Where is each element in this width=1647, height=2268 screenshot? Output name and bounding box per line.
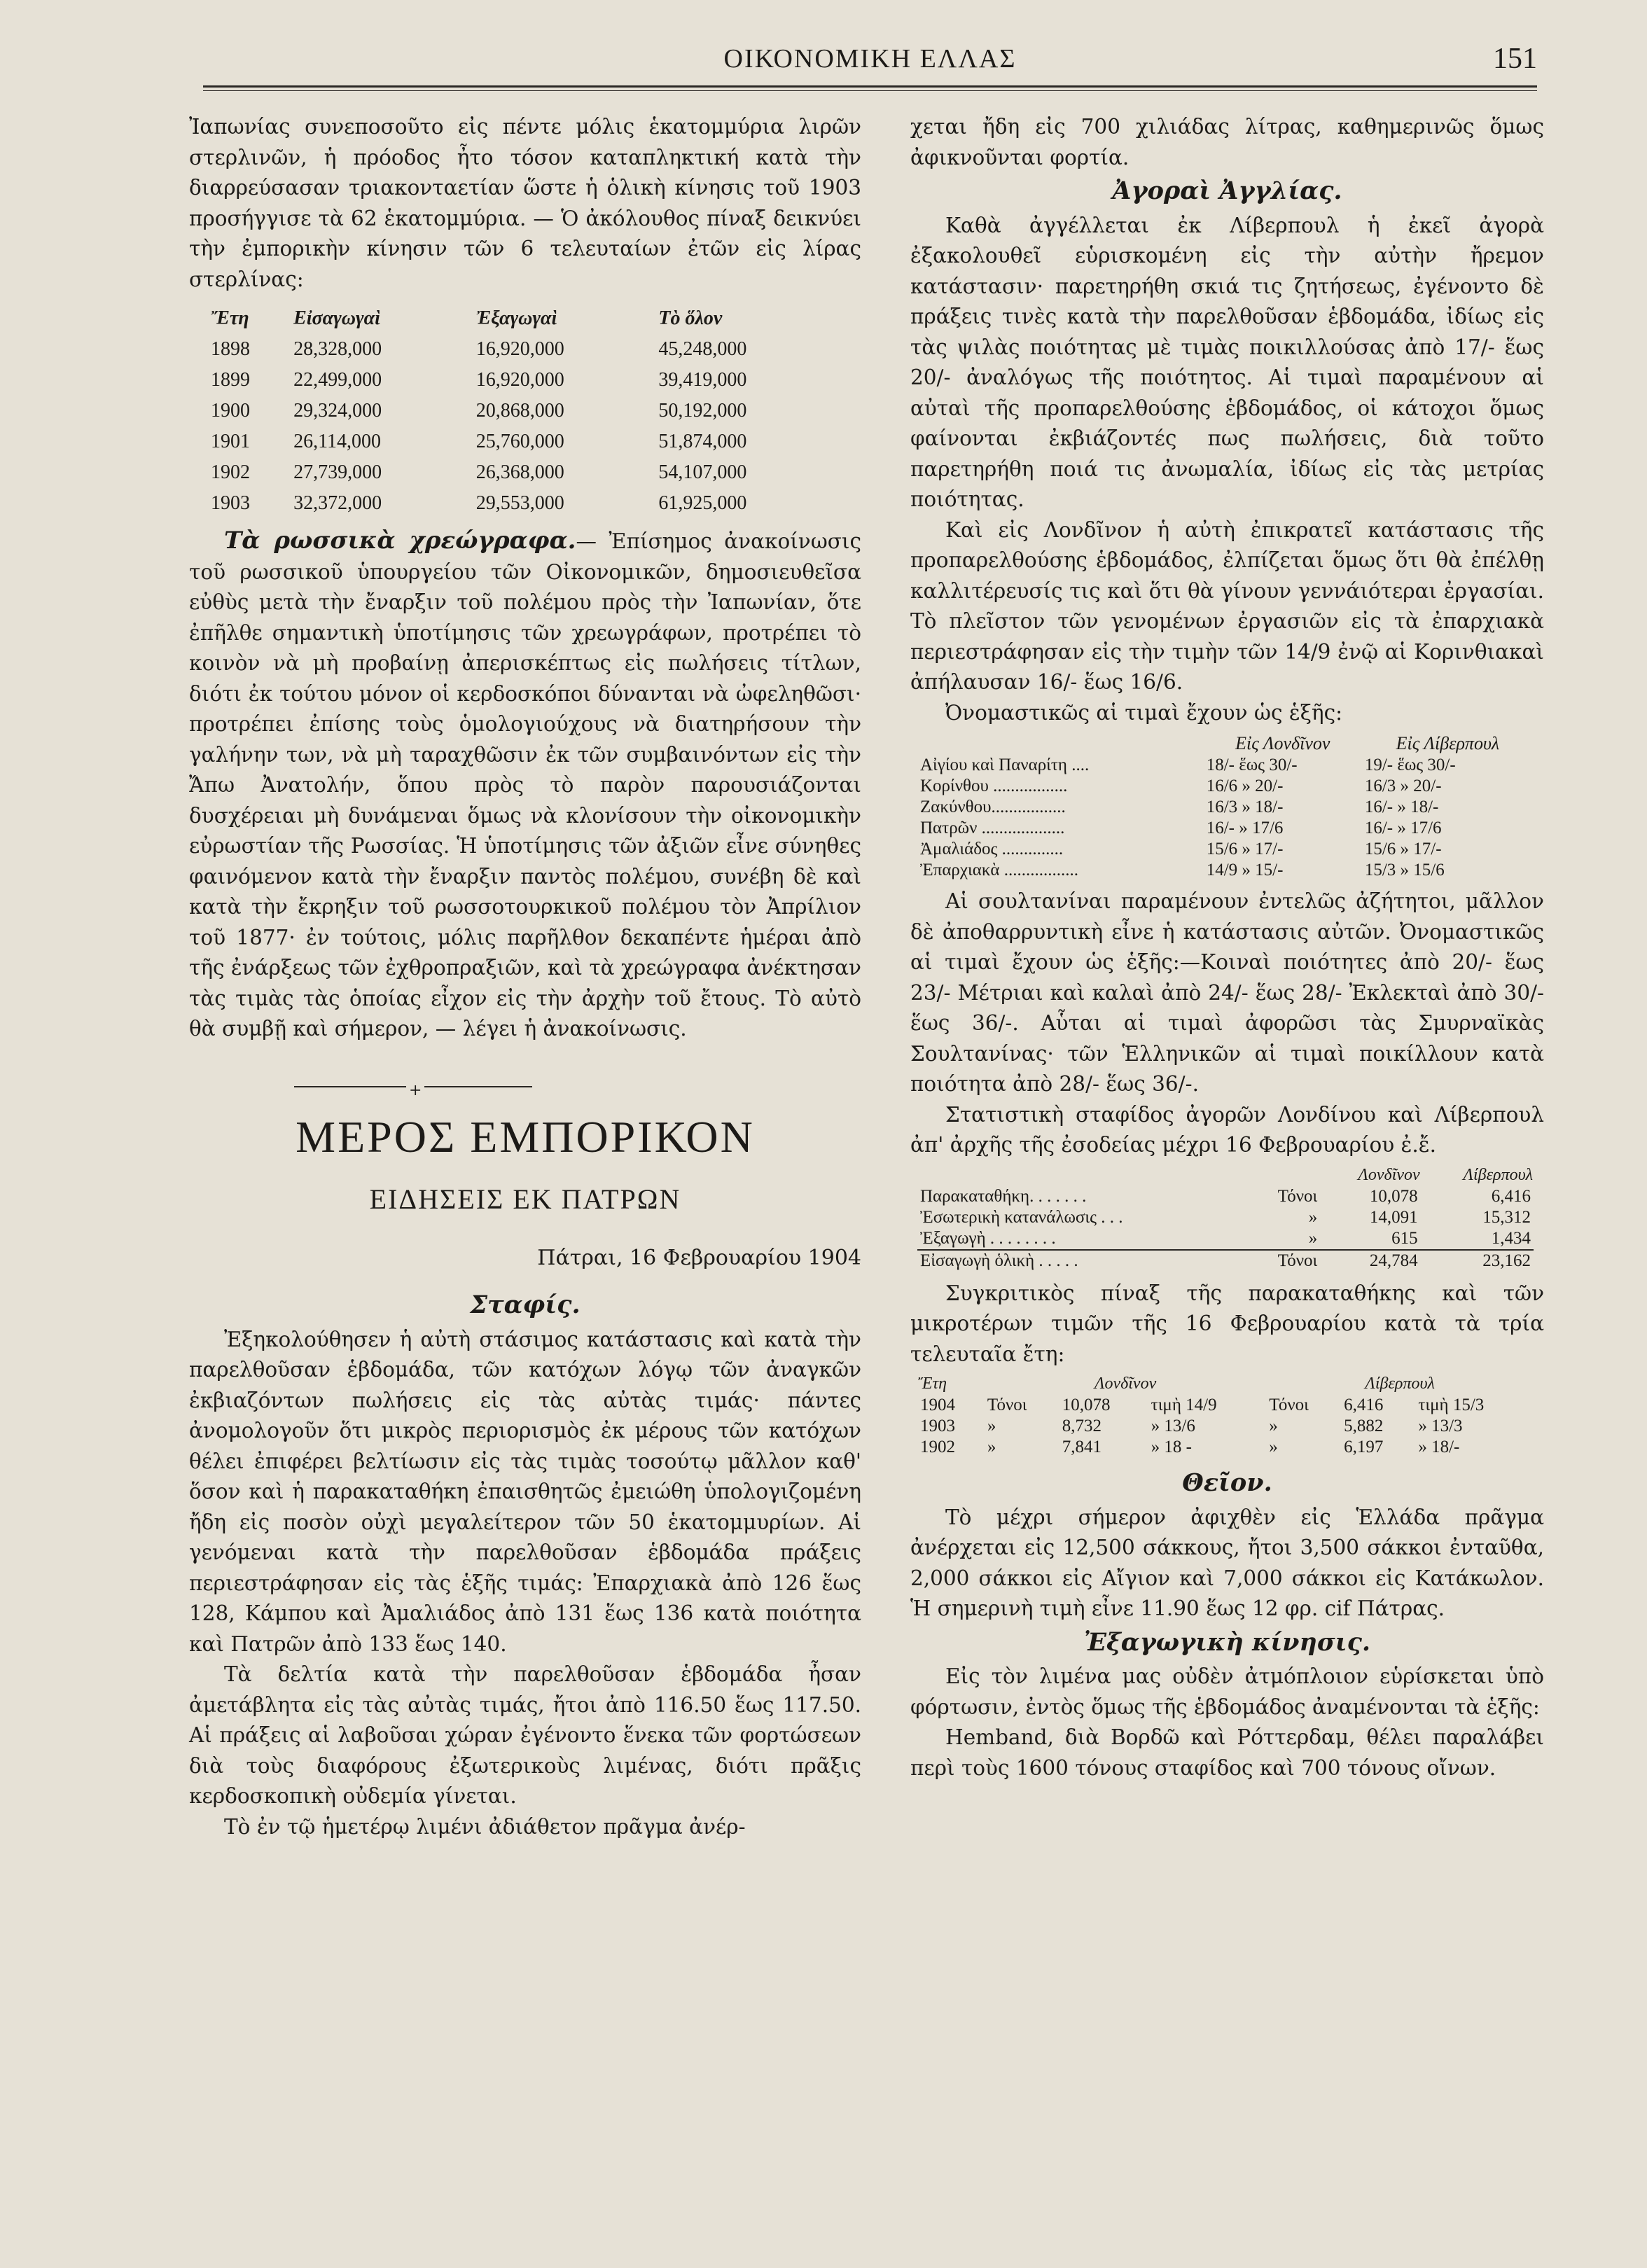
cell: 15/6 » 17/- [1206,840,1284,858]
col-header-exports: Ἐξαγωγαὶ [475,307,557,329]
col-header-imports: Εἰσαγωγαὶ [293,307,380,329]
cell: Ἐπαρχιακὰ ................. [920,861,1079,879]
cell: 15/6 » 17/- [1364,840,1442,858]
col-header-liverpool: Λίβερπουλ [1365,1375,1435,1393]
cell: 28,328,000 [293,338,382,360]
table-row [917,1186,1534,1207]
cell: 1904 [920,1396,955,1414]
cell: Τόνοι [987,1396,1027,1414]
cell: 1903 [211,492,250,514]
cell: 22,499,000 [293,369,382,391]
cell: » [1308,1207,1318,1227]
cell: 29,324,000 [293,400,382,422]
cell: » 18/- [1418,1438,1460,1456]
table-row [917,797,1534,818]
cell: 54,107,000 [658,461,747,483]
dateline: Πάτραι, 16 Φεβρουαρίου 1904 [537,1245,861,1270]
cell: 15/3 » 15/6 [1364,861,1445,879]
export-paragraph-2: Hemband, διὰ Βορδῶ καὶ Ρόττερδαμ, θέλει παραλάβει περὶ τοὺς 1600 τόνους σταφίδος καὶ 700 τόνους οἴνων. [910,1725,1544,1780]
cell: 10,078 [1062,1396,1111,1414]
table-row [210,365,840,396]
table-row [917,860,1534,881]
divider-mark: + [406,1076,424,1106]
cell: 51,874,000 [658,431,747,452]
table-row [917,1416,1534,1437]
table-header-row [210,303,840,334]
col-header-liverpool: Λίβερπουλ [1463,1165,1533,1184]
section-subtitle: ΕΙΔΗΣΕΙΣ ΕΚ ΠΑΤΡΩΝ [369,1183,681,1215]
col-header-total: Τὸ ὅλον [658,307,723,329]
russian-securities-text: — Ἐπίσημος ἀνακοίνωσις τοῦ ρωσσικοῦ ὑπουργείου τῶν Οἰκονομικῶν, δημοσιευθεῖσα εὐθὺς μετὰ τὴν ἔναρξιν τοῦ πολέμου πρὸς τὴν Ἰαπωνίαν, ὅτε ἐπῆλθε σημαντικὴ ὑποτίμησις τῶν χρεωγράφων, προτρέπει τὸ κοινὸν νὰ μὴ προβαίνῃ ἀπερισκέπτως εἰς πωλήσεις τίτλων, διότι ἐκ τούτου μόνον οἱ κερδοσκόποι δύνανται νὰ ὠφεληθῶσι· προτρέπει ἐπίσης τοὺς ὁμολογιούχους νὰ διατηρήσουν τὴν γαλήνην των, νὰ μὴ ταραχθῶσιν ἐκ τῶν συμβαινόντων εἰς τὴν Ἄπω Ἀνατολήν, ὅπου πρὸς τὸ παρὸν παρουσιάζονται δυσχέρειαι μὴ δυνάμεναι ὅμως νὰ κλονίσουν τὴν οἰκονομικὴν εὐρωστίαν τῆς Ρωσσίας. Ἡ ὑποτίμησις τῶν ἀξιῶν εἶνε σύνηθες φαινόμενον κατὰ τὴν ἔναρξιν παντὸς πολέμου, συνέβη δὲ καὶ κατὰ τὴν ἔκρηξιν τοῦ ρωσσοτουρκικοῦ πολέμου τὸν Ἀπρίλιον τοῦ 1877· ἐν τούτοις, μόλις παρῆλθον δεκαπέντε ἡμέραι ἀπὸ τῆς ἐνάρξεως τῶν ἐχθροπραξιῶν, καὶ τὰ χρεώγραφα ἀνέκτησαν τὰς τιμὰς τὰς ὁποίας εἶχον εἰς τὴν ἀρχὴν τοῦ ἔτους. Τὸ αὐτὸ θὰ συμβῇ καὶ σήμερον, — λέγει ἡ ἀνακοίνωσις. [189,529,861,1041]
table-total-row [917,1250,1534,1272]
right-column [910,112,1544,1783]
table-row [917,1395,1534,1416]
journal-title: ΟΙΚΟΝΟΜΙΚΗ ΕΛΛΑΣ [723,44,1017,74]
cell: 15,312 [1482,1207,1531,1227]
cell: 1902 [211,461,250,483]
cell: 14/9 » 15/- [1206,861,1284,879]
cell: 16,920,000 [475,369,564,391]
russian-securities-paragraph [189,526,861,1045]
price-table [917,732,1534,881]
cell: » 13/3 [1418,1417,1463,1435]
cell: 10,078 [1369,1186,1418,1206]
cell: » [1308,1228,1318,1248]
table-row [917,1207,1534,1228]
cell: 23,162 [1421,1250,1534,1272]
stock-statistics-table [917,1164,1534,1272]
cell: 6,197 [1344,1438,1384,1456]
table-header-row [917,732,1534,755]
left-column [189,112,861,1842]
table-row [917,818,1534,839]
cell: 1903 [920,1417,955,1435]
cell: Ζακύνθου................. [920,798,1066,816]
cell: 24,784 [1320,1250,1420,1272]
cell: 50,192,000 [658,400,747,422]
cell: 14,091 [1369,1207,1418,1227]
table-row [917,839,1534,860]
cell: » [987,1417,996,1435]
cell: Τόνοι [1277,1186,1318,1206]
cell: τιμὴ 15/3 [1418,1396,1485,1414]
cell: 6,416 [1344,1396,1384,1414]
col-header-london: Εἰς Λονδῖνον [1235,733,1330,753]
cell: 1899 [211,369,250,391]
cell: 16/6 » 20/- [1206,777,1284,795]
col-header-liverpool: Εἰς Λίβερπουλ [1396,733,1500,753]
raisins-continuation: χεται ἤδη εἰς 700 χιλιάδας λίτρας, καθημερινῶς ὅμως ἀφικνοῦνται φορτία. [910,115,1544,169]
section-title: ΜΕΡΟΣ ΕΜΠΟΡΙΚΟΝ [296,1111,755,1162]
cell: Ἐσωτερικὴ κατανάλωσις . . . [920,1207,1123,1227]
cell: » [987,1438,996,1456]
running-header [203,41,1537,83]
sulphur-paragraph: Τὸ μέχρι σήμερον ἀφιχθὲν εἰς Ἑλλάδα πρᾶγμα ἀνέρχεται εἰς 12,500 σάκκους, ἤτοι 3,500 σάκκοι ἐνταῦθα, 2,000 σάκκοι εἰς Αἴγιον καὶ 7,000 σάκκοι εἰς Κατάκωλον. Ἡ σημερινὴ τιμὴ εἶνε 11.90 ἕως 12 φρ. cif Πάτρας. [910,1505,1544,1620]
cell: 29,553,000 [475,492,564,514]
cell: 25,760,000 [475,431,564,452]
table-header-row [917,1164,1534,1186]
col-header-years: Ἔτη [211,307,249,329]
cell: 5,882 [1344,1417,1384,1435]
cell: 615 [1391,1228,1418,1248]
raisins-paragraph-3: Τὸ ἐν τῷ ἡμετέρῳ λιμένι ἀδιάθετον πρᾶγμα ἀνέρ- [224,1814,746,1839]
col-header-london: Λονδῖνον [1358,1165,1420,1184]
cell: 1900 [211,400,250,422]
cell: 16/- » 17/6 [1364,819,1442,837]
english-markets-heading: Ἀγοραὶ Ἀγγλίας. [1112,176,1342,205]
table-row [210,334,840,365]
english-markets-paragraph-1: Καθὰ ἀγγέλλεται ἐκ Λίβερπουλ ἡ ἐκεῖ ἀγορὰ ἐξακολουθεῖ εὑρισκομένη εἰς τὴν αὐτὴν ἤρεμον κατάστασιν· παρετηρήθη σκιά τις ζητήσεως, ἐγένοντο δὲ πράξεις τινὲς κατὰ τὴν παρελθοῦσαν ἑβδομάδα, ἰδίως εἰς τὰς ψιλὰς ποιότητας μὲ τιμὰς ποικιλλούσας ἀπὸ 17/- ἕως 20/- ἀναλόγως τῆς ποιότητος. Αἱ τιμαὶ παραμένουν αἱ αὐταὶ τῆς προπαρελθούσης ἑβδομάδος, οἱ κάτοχοι ὅμως φαίνονται ἐκβιάζοντές πως πωλήσεις, διὰ τοῦτο παρετηρήθη ποιά τις ἀνωμαλία, ἰδίως εἰς τὰς μετρίας ποιότητας. [910,213,1544,511]
table-row [917,1228,1534,1250]
cell: 27,739,000 [293,461,382,483]
sultanas-paragraph: Αἱ σουλτανίναι παραμένουν ἐντελῶς ἀζήτητοι, μᾶλλον δὲ ἀποθαρρυντικὴ εἶνε ἡ κατάστασις αὐτῶν. Ὀνομαστικῶς αἱ τιμαὶ ἔχουν ὡς ἑξῆς:—Κοιναὶ ποιότητες ἀπὸ 20/- ἕως 23/- Μέτριαι καὶ καλαὶ ἀπὸ 24/- ἕως 28/- Ἐκλεκταὶ ἀπὸ 30/- ἕως 36/-. Αὗται αἱ τιμαὶ ἀφορῶσι τὰς Σμυρναϊκὰς Σουλτανίνας· τῶν Ἑλληνικῶν αἱ τιμαὶ ποικίλλουν κατὰ ποιότητα ἀπὸ 28/- ἕως 36/-. [910,889,1544,1096]
header-rule [203,85,1537,91]
table-row [917,755,1534,776]
statistics-intro: Στατιστικὴ σταφίδος ἀγορῶν Λονδίνου καὶ Λίβερπουλ ἀπ' ἀρχῆς τῆς ἐσοδείας μέχρι 16 Φεβρουαρίου ἐ.ἔ. [910,1102,1544,1157]
cell: Πατρῶν ................... [920,819,1065,837]
cell: 8,732 [1062,1417,1102,1435]
cell: Τόνοι [1269,1396,1309,1414]
cell: Τόνοι [1249,1250,1321,1272]
raisins-heading: Σταφίς. [470,1290,581,1319]
cell: 1,434 [1491,1228,1531,1248]
col-header-item [917,1164,1249,1186]
cell: τιμὴ 14/9 [1151,1396,1217,1414]
cell: 32,372,000 [293,492,382,514]
col-header-years: Ἔτη [918,1375,947,1393]
page-number: 151 [1493,43,1537,75]
english-markets-paragraph-3: Ὀνομαστικῶς αἱ τιμαὶ ἔχουν ὡς ἑξῆς: [945,700,1343,725]
cell: 1898 [211,338,250,360]
table-header-row [917,1372,1534,1395]
cell: 1901 [211,431,250,452]
cell: » [1269,1438,1278,1456]
cell: 16/3 » 18/- [1206,798,1284,816]
comparative-table [917,1372,1534,1458]
cell: Αἰγίου καὶ Παναρίτη .... [920,756,1090,774]
cell: 16,920,000 [475,338,564,360]
cell: 16/- » 17/6 [1206,819,1284,837]
cell: 20,868,000 [475,400,564,422]
english-markets-paragraph-2: Καὶ εἰς Λονδῖνον ἡ αὐτὴ ἐπικρατεῖ κατάστασις τῆς προπαρελθούσης ἑβδομάδος, ἐλπίζεται ὅμως ὅτι θὰ ἐπέλθῃ καλλιτέρευσίς τις καὶ ὅτι θὰ γίνουν γεννάιότεραι ἐργασίαι. Τὸ πλεῖστον τῶν γενομένων ἐργασιῶν εἰς τὰ ἐπαρχιακὰ περιεστράφησαν εἰς τὴν τιμὴν τῶν 14/9 ἐνῷ αἱ Κορινθιακαὶ ἀπήλαυσαν 16/- ἕως 16/6. [910,517,1544,694]
raisins-paragraph-1: Ἐξηκολούθησεν ἡ αὐτὴ στάσιμος κατάστασις καὶ κατὰ τὴν παρελθοῦσαν ἑβδομάδα, τῶν κατόχων λόγῳ τῶν ἀναγκῶν ἐκβιαζόντων πωλήσεις εἰς τὰς αὐτὰς τιμάς· πάντες ἀνομολογοῦν ὅτι μικρὸς περιορισμὸς ἐκ μέρους τῶν κατόχων θέλει ἐπιφέρει βελτίωσιν εἰς τὰς τιμὰς τοσούτῳ μᾶλλον καθ' ὅσον καὶ ἡ παρακαταθήκη ἐπαισθητῶς ἐμειώθη ὑπολογιζομένη ἤδη εἰς ποσὸν οὐχὶ μεγαλείτερον τῶν 50 ἑκατομμυρίων. Αἱ γενόμεναι κατὰ τὴν παρελθοῦσαν ἑβδομάδα πράξεις περιεστράφησαν εἰς τὰς ἑξῆς τιμάς: Ἐπαρχιακὰ ἀπὸ 126 ἕως 128, Κάμπου καὶ Ἀμαλιάδος ἀπὸ 131 ἕως 136 κατὰ ποιότητα καὶ Πατρῶν ἀπὸ 133 ἕως 140. [189,1327,861,1656]
japan-trade-paragraph: Ἰαπωνίας συνεποσοῦτο εἰς πέντε μόλις ἑκατομμύρια λιρῶν στερλινῶν, ἡ πρόοδος ἦτο τόσον καταπληκτική κατὰ τὴν διαρρεύσασαν τριακονταετίαν ὥστε ἡ ὁλικὴ κίνησις τοῦ 1903 προσήγγισε τὰ 62 ἑκατομμύρια. — Ὁ ἀκόλουθος πίναξ δεικνύει τὴν ἐμπορικὴν κίνησιν τῶν 6 τελευταίων ἐτῶν εἰς λίρας στερλίνας: [189,115,861,291]
cell: Παρακαταθήκη. . . . . . . [920,1186,1087,1206]
export-paragraph-1: Εἰς τὸν λιμένα μας οὐδὲν ἀτμόπλοιον εὑρίσκεται ὑπὸ φόρτωσιν, ἐντὸς ὅμως τῆς ἑβδομάδος ἀναμένονται τὰ ἑξῆς: [910,1664,1544,1719]
cell: Ἐξαγωγὴ . . . . . . . . [920,1228,1056,1248]
japan-trade-table [210,303,840,519]
comparative-intro: Συγκριτικὸς πίναξ τῆς παρακαταθήκης καὶ τῶν μικροτέρων τιμῶν τῆς 16 Φεβρουαρίου κατὰ τὰ τρία τελευταῖα ἔτη: [910,1281,1544,1366]
cell: 6,416 [1491,1186,1531,1206]
cell: 18/- ἕως 30/- [1206,756,1298,774]
table-row [917,776,1534,797]
table-row [210,426,840,457]
cell: 19/- ἕως 30/- [1364,756,1456,774]
col-header-london: Λονδῖνον [1094,1375,1157,1393]
cell: Εἰσαγωγὴ ὁλικὴ . . . . . [917,1250,1249,1272]
cell: 39,419,000 [658,369,747,391]
cell: 26,114,000 [293,431,382,452]
cell: 16/3 » 20/- [1364,777,1442,795]
col-header-unit [1249,1164,1321,1186]
cell: » 18 - [1151,1438,1192,1456]
cell: 26,368,000 [475,461,564,483]
cell: Ἀμαλιάδος .............. [920,840,1064,858]
table-row [210,488,840,519]
cell: 7,841 [1062,1438,1102,1456]
cell: » [1269,1417,1278,1435]
sulphur-heading: Θεῖον. [1182,1468,1272,1497]
export-movement-heading: Ἐξαγωγικὴ κίνησις. [1083,1627,1371,1657]
cell: 61,925,000 [658,492,747,514]
russian-securities-heading: Τὰ ρωσσικὰ χρεώγραφα. [224,527,576,555]
section-divider [294,1080,532,1099]
cell: 16/- » 18/- [1364,798,1439,816]
table-row [210,396,840,426]
table-row [917,1437,1534,1458]
cell: 45,248,000 [658,338,747,360]
table-row [210,457,840,488]
col-header-variety [917,732,1204,755]
raisins-paragraph-2: Τὰ δελτία κατὰ τὴν παρελθοῦσαν ἑβδομάδα ἦσαν ἀμετάβλητα εἰς τὰς αὐτὰς τιμάς, ἤτοι ἀπὸ 116.50 ἕως 117.50. Αἱ πράξεις αἱ λαβοῦσαι χώραν ἐγένοντο ἕνεκα τῶν φορτώσεων διὰ τοὺς διαφόρους ἐξωτερικοὺς λιμένας, διότι πρᾶξις κερδοσκοπικὴ οὐδεμία γίνεται. [189,1662,861,1808]
cell: 1902 [920,1438,955,1456]
cell: Κορίνθου ................. [920,777,1068,795]
cell: » 13/6 [1151,1417,1195,1435]
